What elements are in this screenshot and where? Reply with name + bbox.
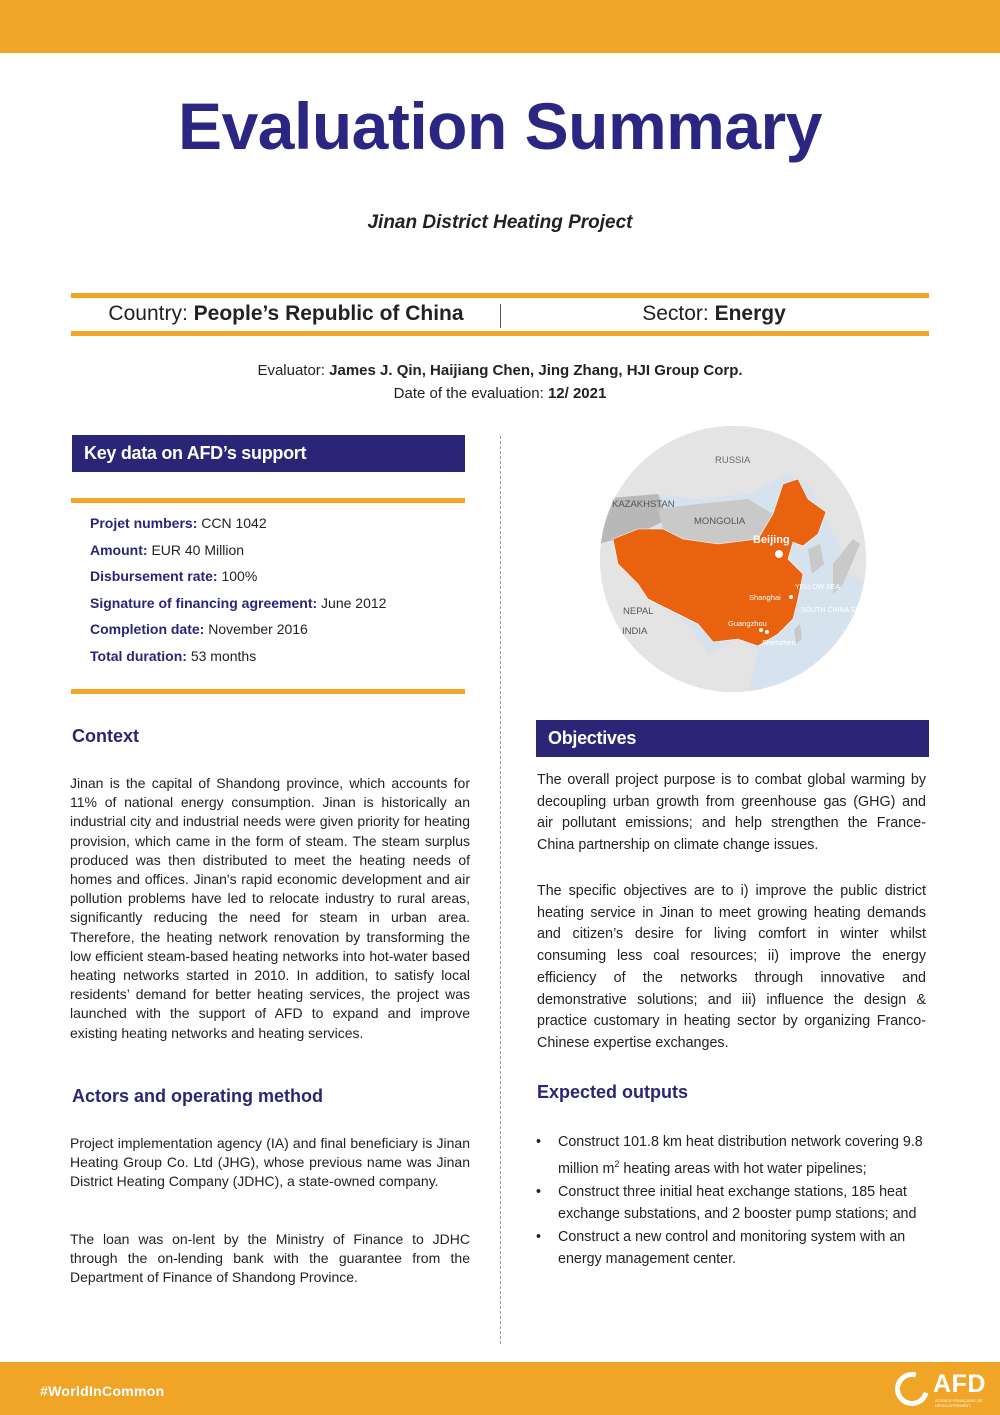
map-label-shanghai: Shanghai xyxy=(749,593,781,602)
outputs-list xyxy=(536,1131,926,1271)
country-label: Country: xyxy=(108,302,188,325)
hashtag-text: #WorldInCommon xyxy=(40,1383,165,1399)
sector-label: Sector: xyxy=(642,302,709,325)
context-text: Jinan is the capital of Shandong province, which accounts for 11% of national energy consumption. Jinan is historically an industrial city and industrial needs were given priority for heating provision, which came in the form of steam. The steam surplus produced was then distributed to meet the heating needs of homes and offices. Jinan's rapid economic development and air pollution problems have led to relocate industry to rural areas, significantly reducing the need for steam in urban area. Therefore, the heating network renovation by transforming the low efficient steam-based heating networks into hot-water based heating networks started in 2010. In addition, to satisfy local residents’ demand for better heating services, the project was launched with the support of AFD to expand and improve existing heating networks and heating services. xyxy=(70,775,470,1041)
map-label-beijing: Beijing xyxy=(753,534,790,546)
objectives-text-1: The overall project purpose is to combat global warming by decoupling urban growth from greenhouse gas (GHG) and air pollutant emissions; and help strengthen the France-China partnership on climate change issues. xyxy=(537,772,926,854)
beijing-marker xyxy=(775,550,784,559)
outputs-heading: Expected outputs xyxy=(537,1082,689,1102)
country-value: People’s Republic of China xyxy=(193,302,464,325)
key-data-list xyxy=(90,515,386,674)
map-label-russia: RUSSIA xyxy=(715,455,751,466)
key-data-bottom-rule xyxy=(71,689,465,694)
country-field xyxy=(72,302,500,326)
guangzhou-marker xyxy=(759,628,763,632)
actors-heading: Actors and operating method xyxy=(72,1086,324,1106)
key-data-heading: Key data on AFD’s support xyxy=(72,435,465,472)
actors-text-1: Project implementation agency (IA) and final beneficiary is Jinan Heating Group Co. Ltd (JHG), whose previous name was Jinan District Heating Company (JDHC), a state-owned company. xyxy=(70,1135,470,1190)
sector-field xyxy=(500,302,928,326)
evaluator-value: James J. Qin, Haijiang Chen, Jing Zhang, HJI Group Corp. xyxy=(329,362,743,379)
objectives-text-2: The specific objectives are to i) improve the public district heating service in Jinan to meet growing heating demands and citizen’s desire for living comfort in winter whilst consuming less coal resources; ii) improve the energy efficiency of the networks through innovative and demonstrative solutions; and iii) influence the design & practice customary in heating sector by organizing Franco-Chinese expertise exchanges. xyxy=(537,883,926,1051)
map-label-yellow-sea: YELLOW SEA xyxy=(795,584,841,591)
map-label-mongolia: MONGOLIA xyxy=(694,516,746,527)
key-data-item: Disbursement rate: 100% xyxy=(90,568,258,584)
map-label-south-china-sea: SOUTH CHINA SEA xyxy=(801,607,865,614)
evaluator-label: Evaluator: xyxy=(257,362,325,379)
page-title: Evaluation Summary xyxy=(178,89,822,163)
bottom-divider xyxy=(71,331,929,336)
afd-logo-text: AFD xyxy=(933,1370,986,1398)
actors-text-2: The loan was on-lent by the Ministry of Finance to JDHC through the on-lending bank with the guarantee from the Department of Finance of Shandong Province. xyxy=(70,1231,470,1286)
china-map xyxy=(598,424,868,694)
project-subtitle: Jinan District Heating Project xyxy=(367,212,633,233)
afd-logo-subtext: AGENCE FRANÇAISE DE DÉVELOPPEMENT xyxy=(935,1398,983,1408)
map-label-india: INDIA xyxy=(622,626,648,637)
afd-logo-ring-icon xyxy=(889,1366,935,1412)
key-data-item: Projet numbers: CCN 1042 xyxy=(90,515,267,531)
key-data-item: Signature of financing agreement: June 2012 xyxy=(90,594,387,611)
map-label-shenzhen: Shenzhen xyxy=(762,638,796,647)
sector-value: Energy xyxy=(714,302,786,325)
map-label-kazakhstan: KAZAKHSTAN xyxy=(612,499,675,510)
shanghai-marker xyxy=(789,595,793,599)
key-data-item: Amount: EUR 40 Million xyxy=(90,541,245,558)
list-item: • Construct a new control and monitoring system with an energy management center. xyxy=(536,1226,926,1270)
column-separator xyxy=(500,436,501,1344)
evaluation-date-value: 12/ 2021 xyxy=(547,385,607,402)
map-label-nepal: NEPAL xyxy=(623,606,654,617)
key-data-top-rule xyxy=(71,498,465,503)
map-label-guangzhou: Guangzhou xyxy=(728,619,767,628)
top-band xyxy=(0,0,1000,53)
evaluation-date-line xyxy=(0,385,1000,402)
evaluator-line xyxy=(0,362,1000,379)
list-item: • Construct 101.8 km heat distribution network covering 9.8 million $m^2$ heating areas with hot water pipelines; xyxy=(536,1131,926,1180)
key-data-item: Completion date: November 2016 xyxy=(90,621,308,637)
afd-logo xyxy=(893,1370,993,1410)
top-divider xyxy=(71,293,929,298)
objectives-heading: Objectives xyxy=(536,720,929,757)
shenzhen-marker xyxy=(765,630,769,634)
context-heading: Context xyxy=(72,726,139,746)
list-item: • Construct three initial heat exchange stations, 185 heat exchange substations, and 2 booster pump stations; and xyxy=(536,1181,926,1225)
evaluation-date-label: Date of the evaluation: xyxy=(393,385,544,402)
key-data-item: Total duration: 53 months xyxy=(90,647,257,664)
